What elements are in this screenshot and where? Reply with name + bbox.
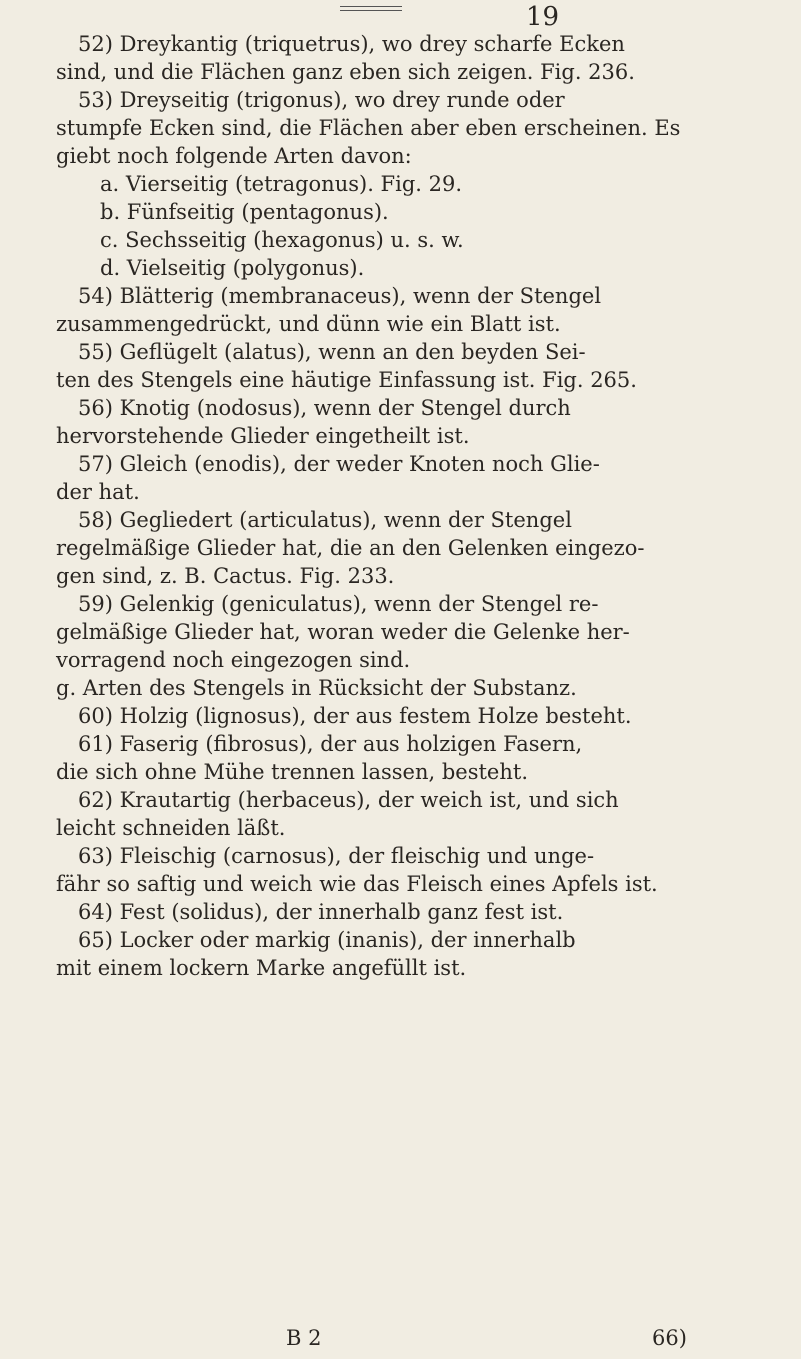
page-text: [56, 30, 768, 982]
text-line: zusammengedrückt, und dünn wie ein Blatt ist.: [56, 312, 561, 336]
entry: [56, 898, 768, 926]
text-line: c. Sechsseitig (hexagonus) u. s. w.: [100, 228, 464, 252]
entry: [56, 590, 768, 674]
text-line: 60) Holzig (lignosus), der aus festem Holze besteht.: [78, 704, 632, 728]
text-line: giebt noch folgende Arten davon:: [56, 144, 412, 168]
entry: [56, 338, 768, 394]
text-line: d. Vielseitig (polygonus).: [100, 256, 365, 280]
entry: [56, 506, 768, 590]
text-line: regelmäßige Glieder hat, die an den Gelenken eingezo-: [56, 536, 645, 560]
text-line: vorragend noch eingezogen sind.: [56, 648, 411, 672]
text-line: 56) Knotig (nodosus), wenn der Stengel durch: [78, 396, 571, 420]
text-line: b. Fünfseitig (pentagonus).: [100, 200, 389, 224]
entry: [56, 702, 768, 730]
text-line: mit einem lockern Marke angefüllt ist.: [56, 956, 467, 980]
entry: [56, 842, 768, 898]
text-line: 54) Blätterig (membranaceus), wenn der Stengel: [78, 284, 602, 308]
text-line: 52) Dreykantig (triquetrus), wo drey scharfe Ecken: [78, 32, 625, 56]
text-line: hervorstehende Glieder eingetheilt ist.: [56, 424, 470, 448]
text-line: a. Vierseitig (tetragonus). Fig. 29.: [100, 172, 463, 196]
text-line: 65) Locker oder markig (inanis), der innerhalb: [78, 928, 576, 952]
text-line: gelmäßige Glieder hat, woran weder die Gelenke her-: [56, 620, 630, 644]
page-number: 19: [526, 2, 560, 32]
text-line: gen sind, z. B. Cactus. Fig. 233.: [56, 564, 395, 588]
entry: [56, 730, 768, 786]
text-line: 58) Gegliedert (articulatus), wenn der Stengel: [78, 508, 572, 532]
signature-mark: B 2: [286, 1326, 322, 1350]
text-line: sind, und die Flächen ganz eben sich zeigen. Fig. 236.: [56, 60, 635, 84]
text-line: fähr so saftig und weich wie das Fleisch eines Apfels ist.: [56, 872, 658, 896]
text-line: 59) Gelenkig (geniculatus), wenn der Stengel re-: [78, 592, 599, 616]
catchword: 66): [652, 1326, 687, 1350]
text-line: 57) Gleich (enodis), der weder Knoten noch Glie-: [78, 452, 600, 476]
section-heading: [56, 674, 768, 702]
text-line: 53) Dreyseitig (trigonus), wo drey runde oder: [78, 88, 565, 112]
text-line: die sich ohne Mühe trennen lassen, besteht.: [56, 760, 528, 784]
entry: [56, 170, 768, 198]
text-line: 64) Fest (solidus), der innerhalb ganz fest ist.: [78, 900, 564, 924]
entry: [56, 394, 768, 450]
entry: [56, 254, 768, 282]
entry: [56, 30, 768, 86]
entry: [56, 926, 768, 982]
text-line: der hat.: [56, 480, 140, 504]
entry: [56, 450, 768, 506]
entry: [56, 226, 768, 254]
text-line: leicht schneiden läßt.: [56, 816, 286, 840]
entry: [56, 282, 768, 338]
text-line: 61) Faserig (fibrosus), der aus holzigen Fasern,: [78, 732, 583, 756]
entry: [56, 198, 768, 226]
entry: [56, 786, 768, 842]
header-rule: [340, 6, 402, 11]
text-line: ten des Stengels eine häutige Einfassung ist. Fig. 265.: [56, 368, 637, 392]
text-line: g. Arten des Stengels in Rücksicht der Substanz.: [56, 676, 577, 700]
text-line: stumpfe Ecken sind, die Flächen aber eben erscheinen. Es: [56, 116, 681, 140]
text-line: 62) Krautartig (herbaceus), der weich ist, und sich: [78, 788, 619, 812]
text-line: 55) Geflügelt (alatus), wenn an den beyden Sei-: [78, 340, 586, 364]
entry: [56, 86, 768, 170]
text-line: 63) Fleischig (carnosus), der fleischig und unge-: [78, 844, 595, 868]
